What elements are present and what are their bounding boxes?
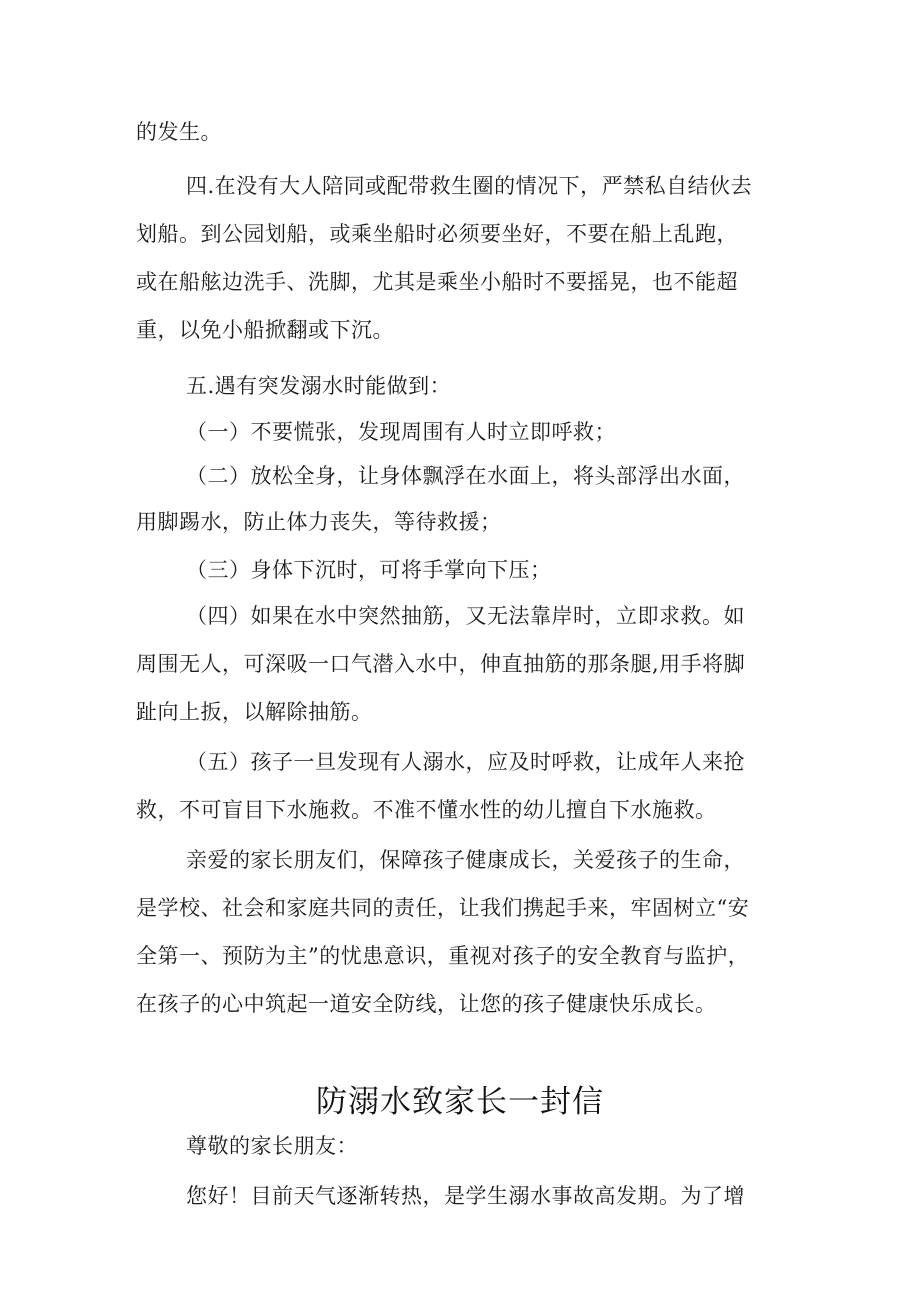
text-line: （五）孩子一旦发现有人溺水，应及时呼救，让成年人来抢 [186, 750, 745, 774]
text-line: （四）如果在水中突然抽筋，又无法靠岸时，立即求救。如 [186, 604, 745, 628]
text-line: 全第一、预防为主”的忧患意识，重视对孩子的安全教育与监护， [136, 944, 750, 968]
text-line: 亲爱的家长朋友们，保障孩子健康成长，关爱孩子的生命， [186, 848, 745, 872]
text-line: （三）身体下沉时，可将手掌向下压； [186, 558, 552, 582]
text-line: 是学校、社会和家庭共同的责任，让我们携起手来，牢固树立“安 [136, 896, 750, 920]
text-line: （二）放松全身，让身体飘浮在水面上，将头部浮出水面， [186, 464, 745, 488]
salutation: 尊敬的家长朋友： [186, 1134, 358, 1158]
text-line: 周围无人，可深吸一口气潜入水中，伸直抽筋的那条腿,用手将脚 [136, 652, 746, 676]
text-line: （一）不要慌张，发现周围有人时立即呼救； [186, 420, 616, 444]
text-line: 救，不可盲目下水施救。不准不懂水性的幼儿擅自下水施救。 [136, 798, 717, 822]
text-line: 或在船舷边洗手、洗脚，尤其是乘坐小船时不要摇晃，也不能超 [136, 270, 738, 294]
text-line: 在孩子的心中筑起一道安全防线，让您的孩子健康快乐成长。 [136, 992, 717, 1016]
text-line: 用脚踢水，防止体力丧失，等待救援； [136, 510, 502, 534]
letter-title: 防溺水致家长一封信 [316, 1084, 604, 1120]
text-line: 趾向上扳，以解除抽筋。 [136, 700, 373, 724]
text-line: 四.在没有大人陪同或配带救生圈的情况下，严禁私自结伙去 [186, 174, 753, 198]
text-line: 的发生。 [136, 120, 222, 144]
text-line: 划船。到公园划船，或乘坐船时必须要坐好，不要在船上乱跑， [136, 222, 738, 246]
text-line: 五.遇有突发溺水时能做到： [186, 374, 452, 398]
opening-line: 您好！目前天气逐渐转热，是学生溺水事故高发期。为了增 [186, 1184, 745, 1208]
text-line: 重，以免小船掀翻或下沉。 [136, 318, 394, 342]
